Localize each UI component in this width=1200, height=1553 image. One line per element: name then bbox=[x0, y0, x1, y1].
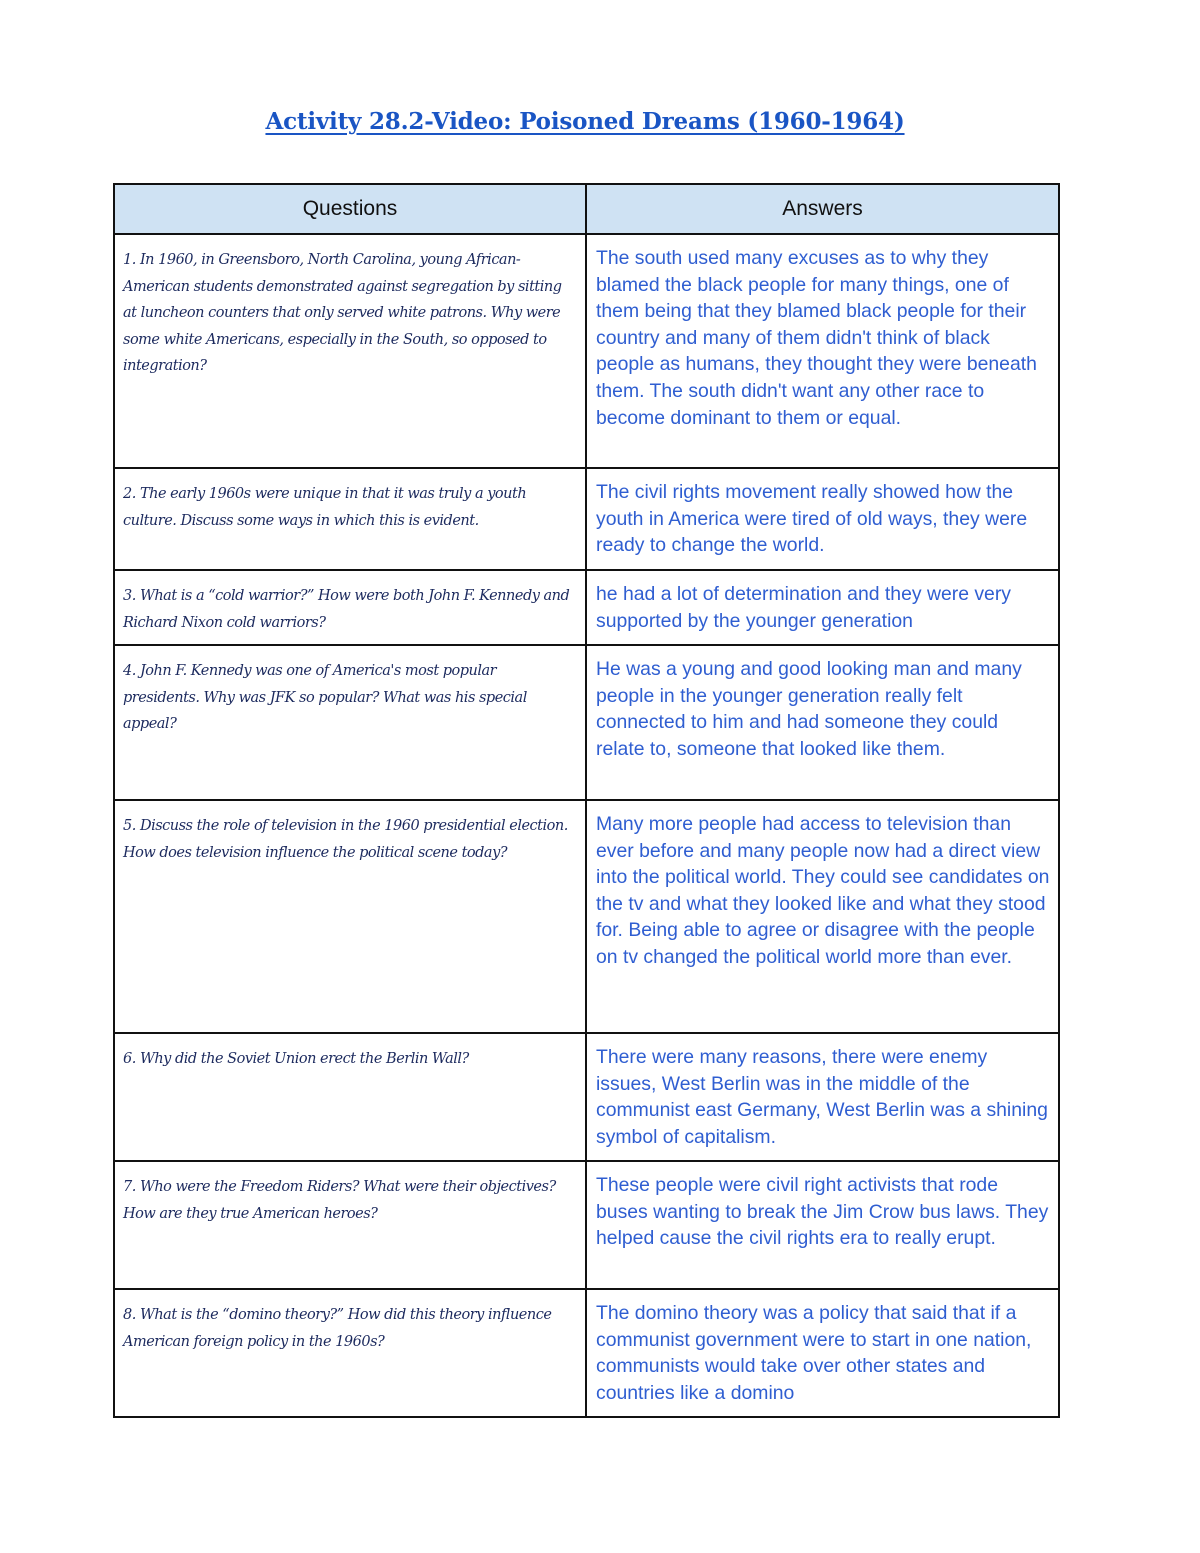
question-cell: 4. John F. Kennedy was one of America's most popular presidents. Why was JFK so popular? What was his special appeal? bbox=[114, 645, 586, 800]
answer-cell: Many more people had access to television than ever before and many people now had a direct view into the political world. They could see candidates on the tv and what they looked like and what they stood for. Being able to agree or disagree with the people on tv changed the political world more than ever. bbox=[586, 800, 1059, 1033]
answer-cell: The domino theory was a policy that said that if a communist government were to start in one nation, communists would take over other states and countries like a domino bbox=[586, 1289, 1059, 1417]
answer-cell: The civil rights movement really showed how the youth in America were tired of old ways, they were ready to change the world. bbox=[586, 468, 1059, 570]
answer-cell: There were many reasons, there were enemy issues, West Berlin was in the middle of the communist east Germany, West Berlin was a shining symbol of capitalism. bbox=[586, 1033, 1059, 1161]
table-row bbox=[114, 1033, 1059, 1161]
qa-table bbox=[113, 183, 1060, 1418]
table-row bbox=[114, 1289, 1059, 1417]
question-cell: 5. Discuss the role of television in the 1960 presidential election. How does television influence the political scene today? bbox=[114, 800, 586, 1033]
question-cell: 7. Who were the Freedom Riders? What were their objectives? How are they true American heroes? bbox=[114, 1161, 586, 1289]
answer-cell: These people were civil right activists that rode buses wanting to break the Jim Crow bus laws. They helped cause the civil rights era to really erupt. bbox=[586, 1161, 1059, 1289]
questions-header: Questions bbox=[114, 184, 586, 234]
page-title: Activity 28.2-Video: Poisoned Dreams (1960-1964) bbox=[265, 108, 905, 135]
table-header-row bbox=[114, 184, 1059, 234]
table-row bbox=[114, 800, 1059, 1033]
question-cell: 8. What is the “domino theory?” How did this theory influence American foreign policy in the 1960s? bbox=[114, 1289, 586, 1417]
answer-cell: The south used many excuses as to why they blamed the black people for many things, one of them being that they blamed black people for their country and many of them didn't think of black people as humans, they thought they were beneath them. The south didn't want any other race to become dominant to them or equal. bbox=[586, 234, 1059, 468]
question-cell: 1. In 1960, in Greensboro, North Carolina, young African-American students demonstrated against segregation by sitting at luncheon counters that only served white patrons. Why were some white Americans, especially in the South, so opposed to integration? bbox=[114, 234, 586, 468]
question-cell: 3. What is a “cold warrior?” How were both John F. Kennedy and Richard Nixon cold warriors? bbox=[114, 570, 586, 645]
answer-cell: he had a lot of determination and they were very supported by the younger generation bbox=[586, 570, 1059, 645]
table-row bbox=[114, 1161, 1059, 1289]
answer-cell: He was a young and good looking man and many people in the younger generation really felt connected to him and had someone they could relate to, someone that looked like them. bbox=[586, 645, 1059, 800]
answers-header: Answers bbox=[586, 184, 1059, 234]
table-row bbox=[114, 234, 1059, 468]
question-cell: 6. Why did the Soviet Union erect the Berlin Wall? bbox=[114, 1033, 586, 1161]
table-row bbox=[114, 468, 1059, 570]
question-cell: 2. The early 1960s were unique in that it was truly a youth culture. Discuss some ways in which this is evident. bbox=[114, 468, 586, 570]
table-row bbox=[114, 645, 1059, 800]
table-row bbox=[114, 570, 1059, 645]
